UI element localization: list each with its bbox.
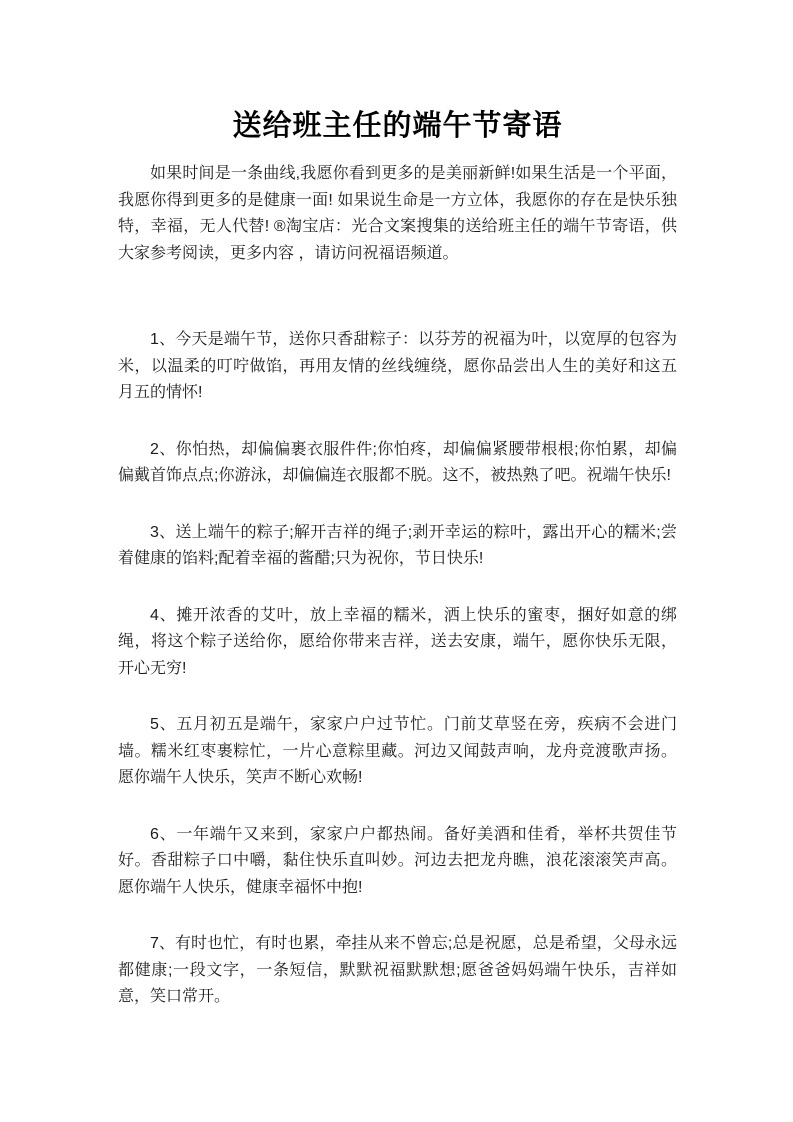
wish-paragraph-7: 7、有时也忙，有时也累，牵挂从来不曾忘;总是祝愿，总是希望，父母永远都健康;一段文字，一条短信，默默祝福默默想;愿爸爸妈妈端午快乐，吉祥如意，笑口常开。 <box>118 935 677 1005</box>
wish-paragraph-3: 3、送上端午的粽子;解开吉祥的绳子;剥开幸运的粽叶，露出开心的糯米;尝着健康的馅料;配着幸福的酱醋;只为祝你，节日快乐! <box>118 523 677 567</box>
wish-paragraph-2: 2、你怕热，却偏偏裹衣服件件;你怕疼，却偏偏紧腰带根根;你怕累，却偏偏戴首饰点点;你游泳，却偏偏连衣服都不脱。这不，被热熟了吧。祝端午快乐! <box>118 440 677 484</box>
intro-paragraph: 如果时间是一条曲线,我愿你看到更多的是美丽新鲜!如果生活是一个平面，我愿你得到更多的是健康一面! 如果说生命是一方立体，我愿你的存在是快乐独特，幸福，无人代替! ®淘宝店：光合文案搜集的送给班主任的端午节寄语，供大家参考阅读，更多内容 ，请访问祝福语频道。 <box>118 165 677 262</box>
wish-paragraph-6: 6、一年端午又来到，家家户户都热闹。备好美酒和佳肴，举杯共贺佳节好。香甜粽子口中嚼，黏住快乐直叫妙。河边去把龙舟瞧，浪花滚滚笑声高。愿你端午人快乐，健康幸福怀中抱! <box>118 825 677 896</box>
document-title: 送给班主任的端午节寄语 <box>232 110 563 142</box>
wish-paragraph-4: 4、摊开浓香的艾叶，放上幸福的糯米，洒上快乐的蜜枣，捆好如意的绑绳，将这个粽子送给你，愿给你带来吉祥，送去安康，端午，愿你快乐无限，开心无穷! <box>118 606 677 677</box>
wish-paragraph-5: 5、五月初五是端午，家家户户过节忙。门前艾草竖在旁，疾病不会进门墙。糯米红枣裹粽忙，一片心意粽里藏。河边又闻鼓声响，龙舟竞渡歌声扬。愿你端午人快乐，笑声不断心欢畅! <box>118 716 677 786</box>
wish-paragraph-1: 1、今天是端午节，送你只香甜粽子：以芬芳的祝福为叶，以宽厚的包容为米，以温柔的叮咛做馅，再用友情的丝线缠绕，愿你品尝出人生的美好和这五月五的情怀! <box>118 331 677 401</box>
